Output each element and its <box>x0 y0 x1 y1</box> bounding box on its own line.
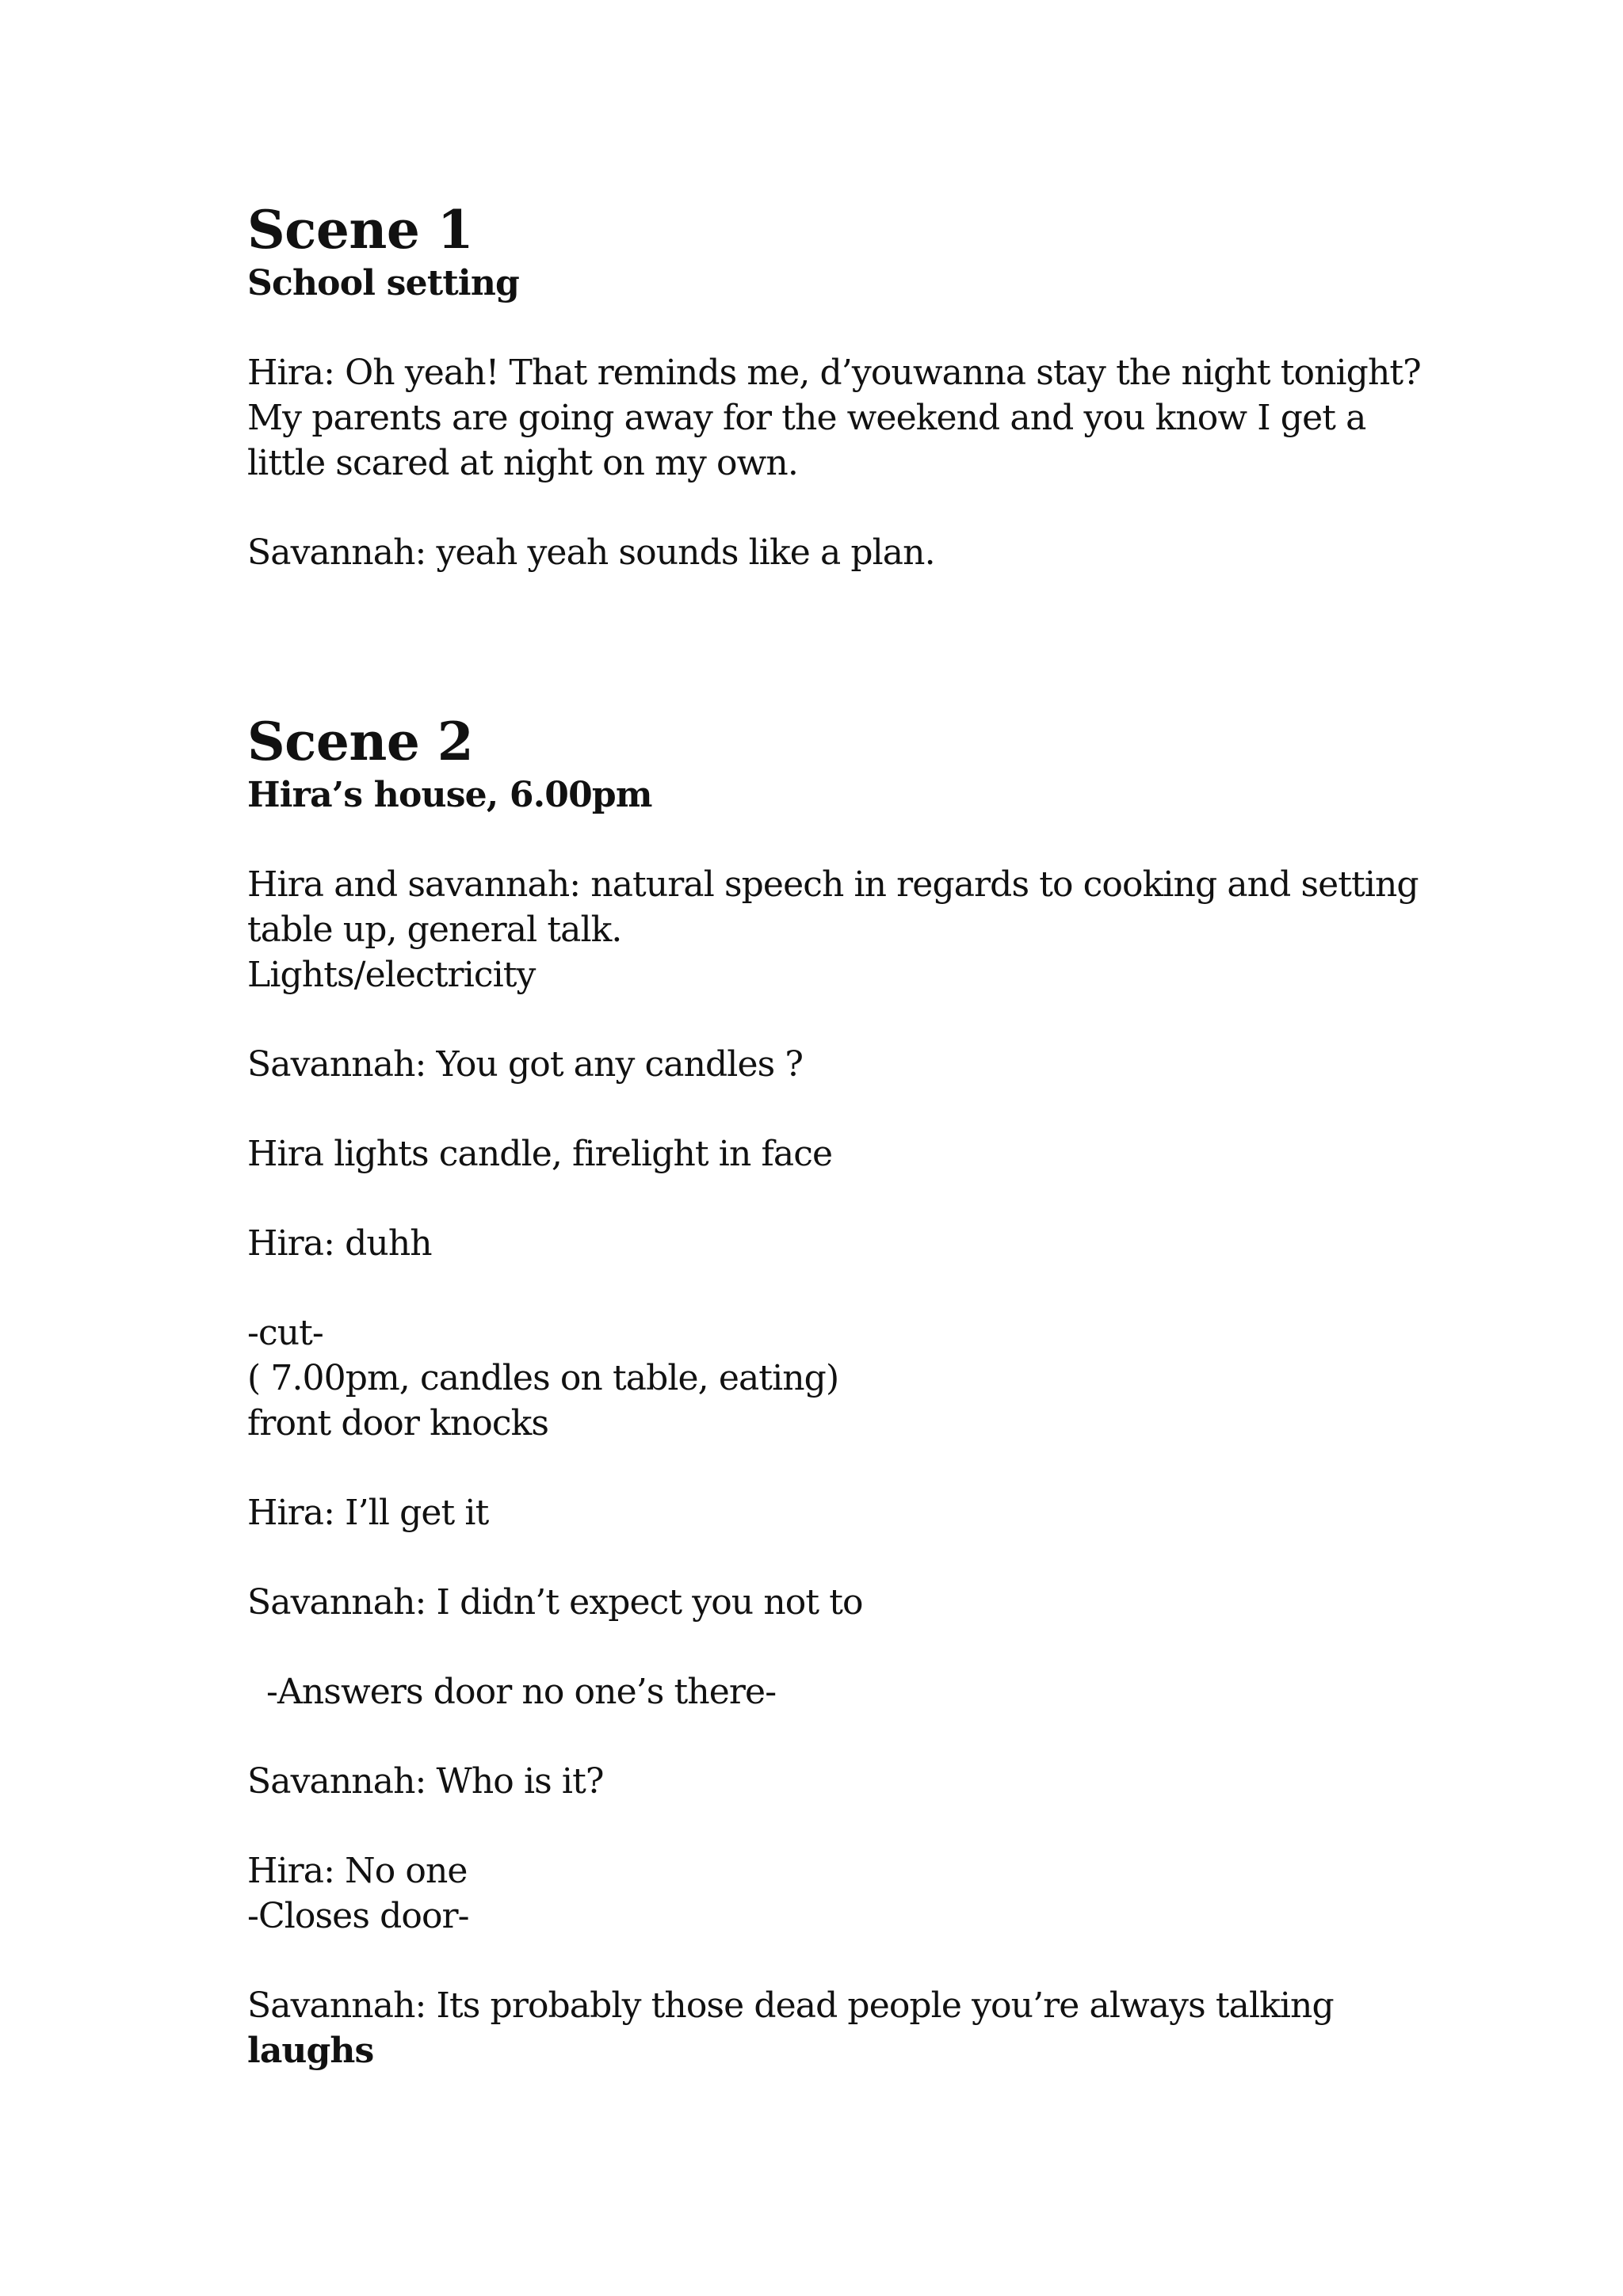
scene-2-title: Scene 2 <box>247 711 474 772</box>
dialogue-line: Hira: duhh <box>247 1223 432 1264</box>
scene-1-title: Scene 1 <box>247 199 474 261</box>
stage-direction: Hira lights candle, firelight in face <box>247 1134 833 1174</box>
dialogue-line: Hira: I’ll get it <box>247 1493 489 1533</box>
stage-direction: -Answers door no one’s there- <box>266 1672 777 1712</box>
stage-direction: front door knocks <box>247 1403 549 1444</box>
dialogue-line: Savannah: You got any candles ? <box>247 1044 804 1085</box>
dialogue-line: Hira: Oh yeah! That reminds me, d’youwanna stay the night tonight? <box>247 353 1421 393</box>
stage-direction: table up, general talk. <box>247 910 622 950</box>
dialogue-line: Savannah: yeah yeah sounds like a plan. <box>247 532 935 573</box>
stage-direction: ( 7.00pm, candles on table, eating) <box>247 1358 839 1398</box>
stage-direction: Hira and savannah: natural speech in regards to cooking and setting <box>247 864 1419 905</box>
dialogue-line: Savannah: Its probably those dead people you’re always talking <box>247 1985 1334 2026</box>
stage-direction: Lights/electricity <box>247 955 536 995</box>
stage-direction: -Closes door- <box>247 1896 469 1936</box>
dialogue-line: Savannah: Who is it? <box>247 1761 604 1802</box>
stage-direction: -cut- <box>247 1313 323 1353</box>
stage-direction-laughs: laughs <box>247 2031 374 2071</box>
dialogue-line: Savannah: I didn’t expect you not to <box>247 1582 863 1623</box>
scene-2-setting: Hira’s house, 6.00pm <box>247 775 652 815</box>
scene-1-setting: School setting <box>247 263 519 303</box>
script-content <box>247 198 1421 2073</box>
dialogue-line: My parents are going away for the weekend and you know I get a <box>247 398 1366 438</box>
dialogue-line: little scared at night on my own. <box>247 443 798 483</box>
dialogue-line: Hira: No one <box>247 1851 468 1891</box>
